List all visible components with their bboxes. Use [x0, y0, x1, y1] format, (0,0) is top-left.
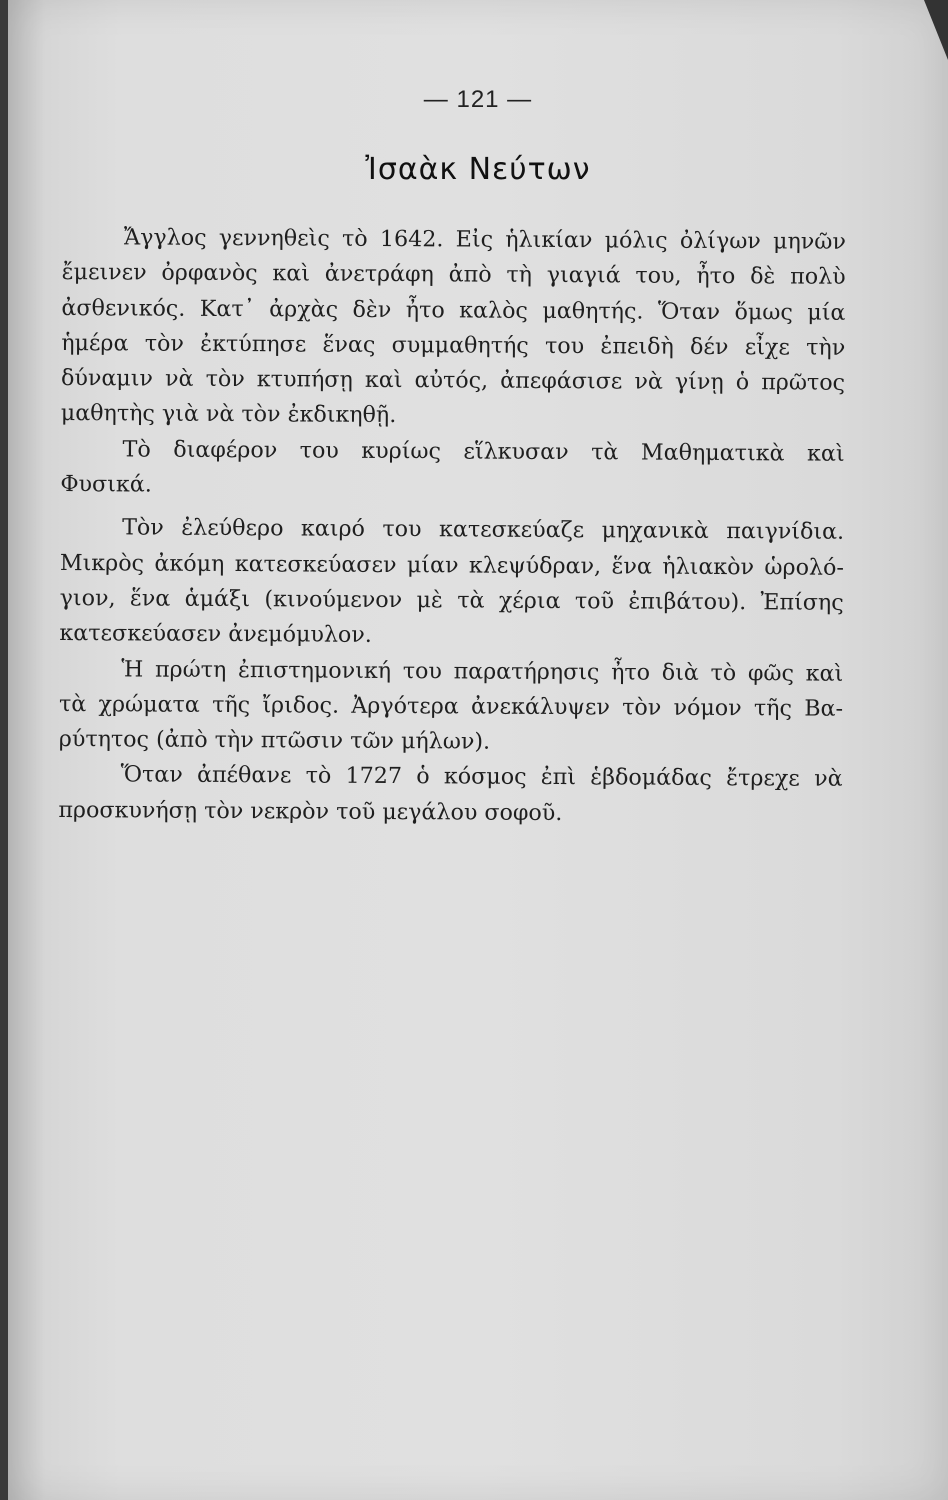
- text-line: ἔμεινεν ὀρφανὸς καὶ ἀνετράφη ἀπὸ τὴ γιαγιά του, ἦτο δὲ πολὺ: [61, 259, 846, 291]
- text-line: Τὸ διαφέρον του κυρίως εἵλκυσαν τὰ Μαθηματικὰ καὶ: [122, 436, 845, 467]
- text-line: Φυσικά.: [60, 471, 152, 498]
- paragraph-1: [61, 220, 846, 437]
- text-line: μαθητὴς γιὰ νὰ τὸν ἐκδικηθῇ.: [60, 400, 397, 429]
- text-line: κατεσκεύασεν ἀνεμόμυλον.: [59, 620, 372, 649]
- paragraph-4: [59, 652, 844, 763]
- text-line: Ἄγγλος γεννηθεὶς τὸ 1642. Εἰς ἡλικίαν μόλις ὀλίγων μηνῶν: [123, 224, 846, 255]
- text-line: προσκυνήσῃ τὸν νεκρὸν τοῦ μεγάλου σοφοῦ.: [58, 796, 563, 826]
- text-line: ἀσθενικός. Κατ᾽ ἀρχὰς δὲν ἦτο καλὸς μαθητής. Ὅταν ὅμως μία: [61, 294, 846, 326]
- text-line: Ὅταν ἀπέθανε τὸ 1727 ὁ κόσμος ἐπὶ ἑβδομάδας ἔτρεχε νὰ: [120, 761, 843, 793]
- paragraph-2: [60, 432, 844, 507]
- paragraph-3: [59, 510, 844, 656]
- text-line: Ἡ πρώτη ἐπιστημονική του παρατήρησις ἦτο διὰ τὸ φῶς καὶ: [121, 655, 844, 687]
- torn-page-corner: [924, 0, 948, 60]
- body-text: [58, 220, 846, 833]
- text-line: τὰ χρώματα τῆς ἴριδος. Ἀργότερα ἀνεκάλυψεν τὸν νόμον τῆς Βα-: [58, 690, 844, 722]
- text-line: ἡμέρα τὸν ἐκτύπησε ἕνας συμμαθητής του ἐπειδὴ δέν εἶχε τὴν: [61, 329, 846, 361]
- text-line: Τὸν ἐλεύθερο καιρό του κατεσκεύαζε μηχανικὰ παιγνίδια.: [122, 514, 845, 546]
- text-line: Μικρὸς ἀκόμη κατεσκεύασεν μίαν κλεψύδραν, ἕνα ἡλιακὸν ὡρολό-: [59, 549, 844, 581]
- page-number: — 121 —: [423, 86, 533, 113]
- text-line: ρύτητος (ἀπὸ τὴν πτῶσιν τῶν μήλων).: [58, 726, 491, 755]
- text-line: δύναμιν νὰ τὸν κτυπήσῃ καὶ αὐτός, ἀπεφάσισε νὰ γίνῃ ὁ πρῶτος: [60, 365, 846, 396]
- paragraph-5: [58, 757, 842, 832]
- text-line: γιον, ἕνα ἁμάξι (κινούμενον μὲ τὰ χέρια τοῦ ἐπιβάτου). Ἐπίσης: [59, 584, 844, 616]
- chapter-title: Ἰσαὰκ Νεύτων: [365, 152, 591, 187]
- page-sheet: [8, 0, 948, 1500]
